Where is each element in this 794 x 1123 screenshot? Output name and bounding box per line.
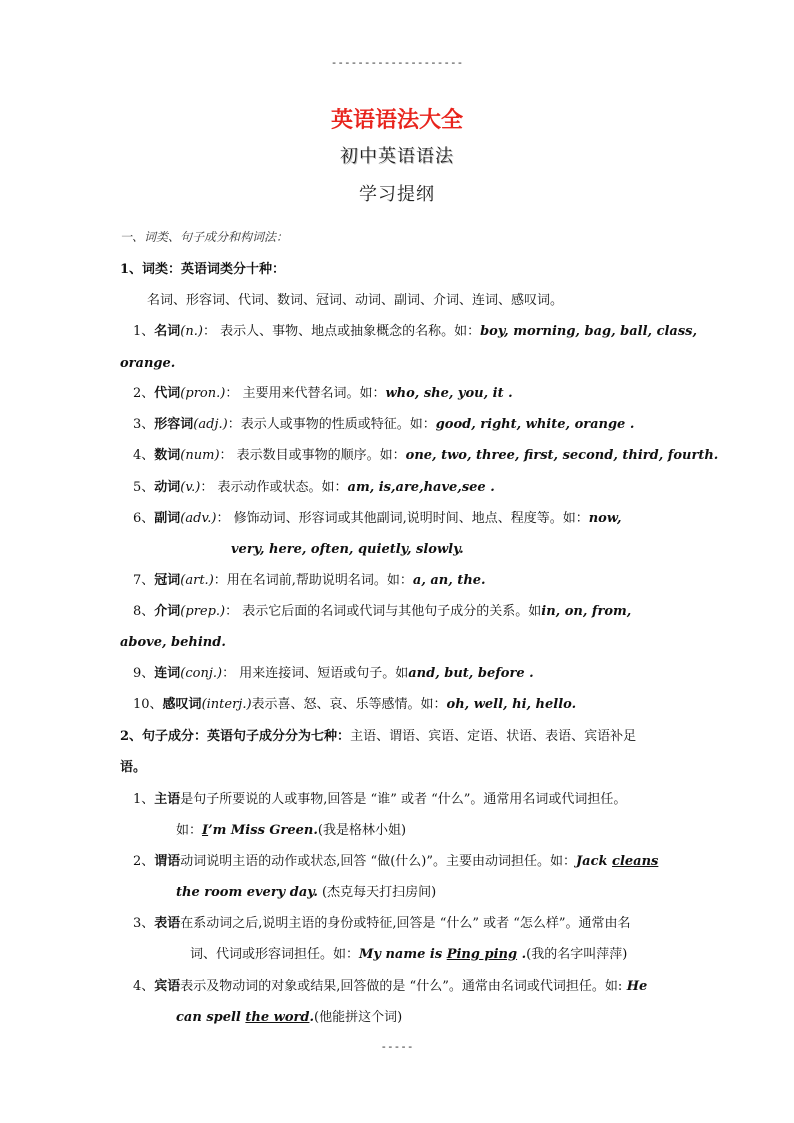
component-row: 1、主语是句子所要说的人或事物,回答是 “谁” 或者 “什么”。通常用名词或代词担任。: [133, 792, 627, 807]
word-class-row: 2、代词(pron.)： 主要用来代替名词。如：who, she, you, it .: [133, 386, 513, 401]
part1-list: 名词、形容词、代词、数词、冠词、动词、副词、介词、连词、感叹词。: [147, 293, 564, 308]
section-heading: 一、词类、句子成分和构词法：: [120, 230, 289, 244]
word-class-row-cont: orange.: [120, 356, 176, 371]
word-class-row-cont: very, here, often, quietly, slowly.: [231, 542, 464, 557]
part1-bold: 词类：英语词类分十种：: [142, 262, 286, 277]
document-subtitle-outline: 学习提纲: [359, 184, 435, 205]
component-example: 词、代词或形容词担任。如：My name is Ping ping .(我的名字叫萍萍): [190, 947, 628, 962]
word-class-row: 3、形容词(adj.)：表示人或事物的性质或特征。如：good, right, white, orange .: [133, 417, 635, 432]
component-row: 2、谓语动词说明主语的动作或状态,回答 “做(什么)”。主要由动词担任。如：Jack cleans: [133, 854, 659, 869]
word-class-row: 9、连词(conj.)： 用来连接词、短语或句子。如and, but, before .: [133, 666, 534, 681]
word-class-row: 4、数词(num)： 表示数目或事物的顺序。如：one, two, three, first, second, third, fourth.: [133, 448, 719, 463]
component-row: 4、宾语表示及物动词的对象或结果,回答做的是 “什么”。通常由名词或代词担任。如: He: [133, 979, 648, 994]
header-rule: --------------------: [330, 56, 464, 69]
word-class-row: 8、介词(prep.)： 表示它后面的名词或代词与其他句子成分的关系。如in, on, from,: [133, 604, 632, 619]
part1-heading: [120, 261, 285, 279]
component-example: can spell the word.(他能拼这个词): [176, 1010, 403, 1025]
document-subtitle: 初中英语语法: [340, 146, 454, 167]
part1-label: 1、: [120, 262, 143, 277]
word-class-row: 6、副词(adv.)： 修饰动词、形容词或其他副词,说明时间、地点、程度等。如：now,: [133, 511, 622, 526]
component-row: 3、表语在系动词之后,说明主语的身份或特征,回答是 “什么” 或者 “怎么样”。通常由名: [133, 916, 631, 931]
word-class-row: 10、感叹词(interj.)表示喜、怒、哀、乐等感情。如：oh, well, hi, hello.: [133, 697, 577, 712]
word-class-row: 1、名词(n.)： 表示人、事物、地点或抽象概念的名称。如：boy, morning, bag, ball, class,: [133, 324, 698, 339]
word-class-row: 5、动词(v.)： 表示动作或状态。如：am, is,are,have,see .: [133, 480, 495, 495]
word-class-row: 7、冠词(art.)：用在名词前,帮助说明名词。如：a, an, the.: [133, 573, 486, 588]
word-class-row-cont: above, behind.: [120, 635, 226, 650]
component-example: 如：I’m Miss Green.(我是格林小姐): [176, 823, 407, 838]
footer-rule: -----: [380, 1040, 414, 1053]
part2-heading: 2、句子成分：英语句子成分分为七种：主语、谓语、宾语、定语、状语、表语、宾语补足: [120, 729, 637, 744]
part2-heading-cont: 语。: [120, 760, 147, 775]
component-example: the room every day. (杰克每天打扫房间): [176, 885, 437, 900]
document-title: 英语语法大全: [330, 107, 463, 133]
